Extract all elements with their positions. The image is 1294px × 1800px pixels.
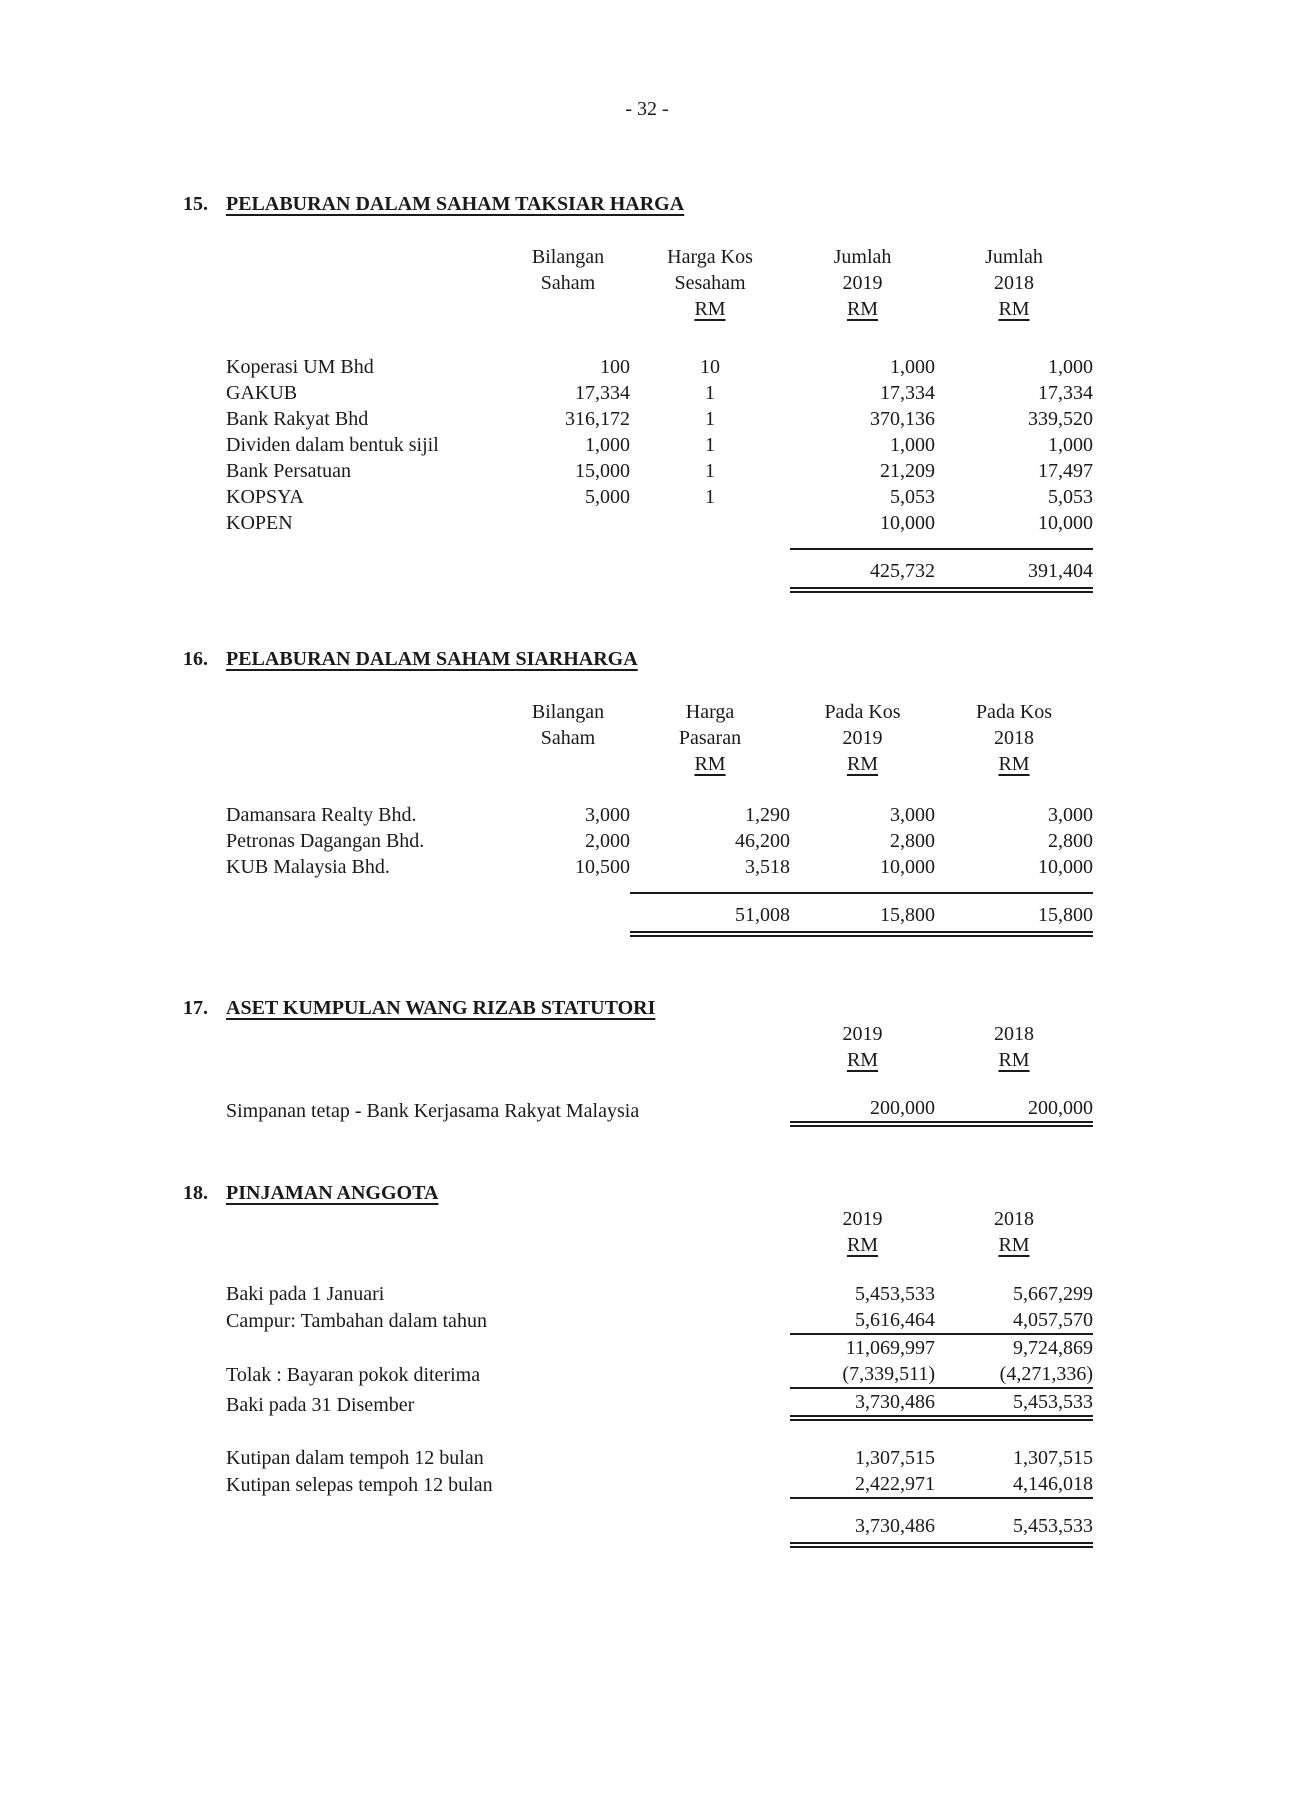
table-row	[226, 1388, 1093, 1418]
column-header	[790, 296, 935, 322]
column-header: 2018	[994, 1208, 1034, 1230]
cell-value: 10	[700, 356, 720, 378]
cell-value: 5,453,533	[855, 1283, 935, 1305]
table-row	[226, 432, 1093, 458]
cell-value: 3,730,486	[790, 1388, 935, 1418]
header-row	[226, 725, 1093, 751]
column-header	[935, 1232, 1093, 1258]
cell-value: 10,500	[575, 856, 630, 878]
column-header: 2019	[842, 1208, 883, 1230]
cell-value: 2,000	[585, 830, 630, 852]
column-header	[630, 751, 790, 777]
cell-value: 3,518	[745, 856, 790, 878]
section-number: 17.	[183, 997, 208, 1019]
total-value: 391,404	[935, 549, 1093, 590]
row-label: KOPEN	[226, 512, 293, 534]
total-value: 5,453,533	[935, 1498, 1093, 1545]
cell-value: 10,000	[1038, 856, 1093, 878]
cell-value: 17,334	[575, 382, 630, 404]
section-number: 15.	[183, 193, 208, 215]
column-header: Saham	[540, 727, 596, 749]
total-value: 3,730,486	[790, 1498, 935, 1545]
cell-value: 1	[705, 408, 715, 430]
section-15-table	[226, 244, 1093, 593]
total-value: 51,008	[630, 893, 790, 934]
cell-value: 4,146,018	[935, 1471, 1093, 1498]
row-label: Baki pada 1 Januari	[226, 1283, 385, 1305]
table-row	[226, 1095, 1093, 1124]
row-label: Kutipan selepas tempoh 12 bulan	[226, 1474, 493, 1496]
rm-label: RM	[694, 753, 726, 775]
column-header: Saham	[540, 272, 596, 294]
cell-value: 5,616,464	[790, 1307, 935, 1334]
cell-value: 11,069,997	[845, 1337, 935, 1359]
column-header: 2018	[994, 727, 1034, 749]
total-value: 15,800	[790, 893, 935, 934]
column-header: Sesaham	[674, 272, 746, 294]
cell-value: 21,209	[880, 460, 935, 482]
table-row	[226, 510, 1093, 536]
section-17-heading	[183, 995, 1294, 1021]
cell-value: 3,000	[585, 804, 630, 826]
table-row	[226, 1471, 1093, 1498]
table-row	[226, 828, 1093, 854]
column-header: Jumlah	[985, 246, 1043, 268]
header-row	[226, 270, 1093, 296]
row-label: Petronas Dagangan Bhd.	[226, 830, 425, 852]
section-number: 18.	[183, 1182, 208, 1204]
table-row	[226, 484, 1093, 510]
cell-value: 1,307,515	[855, 1447, 935, 1469]
rm-label: RM	[846, 1234, 879, 1256]
cell-value: 2,422,971	[790, 1471, 935, 1498]
table-row	[226, 854, 1093, 880]
table-row	[226, 380, 1093, 406]
cell-value: 5,053	[890, 486, 935, 508]
column-header: 2018	[994, 272, 1034, 294]
rm-label: RM	[846, 1049, 879, 1071]
table-row	[226, 1281, 1093, 1307]
column-header	[790, 751, 935, 777]
section-title: ASET KUMPULAN WANG RIZAB STATUTORI	[226, 997, 656, 1019]
cell-value: 1,000	[1048, 356, 1093, 378]
cell-value: 4,057,570	[935, 1307, 1093, 1334]
row-label: Bank Rakyat Bhd	[226, 408, 369, 430]
cell-value: 1,000	[1048, 434, 1093, 456]
table-row	[226, 1361, 1093, 1388]
header-row	[226, 1232, 1093, 1258]
total-value: 425,732	[790, 549, 935, 590]
row-label: Damansara Realty Bhd.	[226, 804, 417, 826]
column-header: Harga Kos	[667, 246, 753, 268]
header-row	[226, 296, 1093, 322]
column-header: 2019	[842, 272, 883, 294]
section-18-heading	[183, 1180, 1294, 1206]
column-header	[935, 1047, 1093, 1073]
table-row	[226, 458, 1093, 484]
column-header: Pada Kos	[824, 701, 901, 723]
row-label: Kutipan dalam tempoh 12 bulan	[226, 1447, 484, 1469]
cell-value: 200,000	[790, 1095, 935, 1124]
cell-value: 17,497	[1038, 460, 1093, 482]
column-header: Jumlah	[833, 246, 892, 268]
section-title: PELABURAN DALAM SAHAM TAKSIAR HARGA	[226, 193, 685, 215]
section-number: 16.	[183, 648, 208, 670]
cell-value: 5,667,299	[1013, 1283, 1093, 1305]
total-row	[226, 893, 1093, 934]
rm-label: RM	[998, 753, 1030, 775]
row-label: Baki pada 31 Disember	[226, 1394, 415, 1416]
page-number: - 32 -	[625, 98, 669, 120]
cell-value: 200,000	[935, 1095, 1093, 1124]
cell-value: 1	[705, 382, 715, 404]
header-row	[226, 699, 1093, 725]
column-header: 2019	[842, 1023, 883, 1045]
cell-value: 5,053	[1048, 486, 1093, 508]
column-header: Pasaran	[678, 727, 742, 749]
cell-value: 1,000	[890, 356, 935, 378]
rm-label: RM	[998, 1049, 1030, 1071]
rm-label: RM	[694, 298, 726, 320]
header-row	[226, 244, 1093, 270]
rm-label: RM	[846, 753, 879, 775]
column-header: Bilangan	[531, 246, 605, 268]
cell-value: 1,000	[890, 434, 935, 456]
column-header	[630, 296, 790, 322]
cell-value: 46,200	[735, 830, 790, 852]
cell-value: 1,290	[745, 804, 790, 826]
section-17-table	[226, 1021, 1093, 1127]
section-title: PELABURAN DALAM SAHAM SIARHARGA	[226, 648, 638, 670]
cell-value: 1	[705, 460, 715, 482]
table-row	[226, 1334, 1093, 1361]
cell-value: 17,334	[880, 382, 935, 404]
cell-value: 3,000	[1048, 804, 1093, 826]
cell-value: 17,334	[1038, 382, 1093, 404]
section-15-heading	[183, 191, 1294, 217]
column-header	[935, 296, 1093, 322]
column-header	[935, 751, 1093, 777]
cell-value: 1	[705, 486, 715, 508]
header-row	[226, 1206, 1093, 1232]
table-row	[226, 354, 1093, 380]
cell-value	[506, 510, 630, 536]
row-label: KUB Malaysia Bhd.	[226, 856, 390, 878]
table-row	[226, 406, 1093, 432]
row-label: Tolak : Bayaran pokok diterima	[226, 1364, 481, 1386]
header-row	[226, 751, 1093, 777]
row-label: GAKUB	[226, 382, 298, 404]
row-label	[226, 1334, 790, 1361]
cell-value: 339,520	[1028, 408, 1093, 430]
rm-label: RM	[846, 298, 879, 320]
column-header: Bilangan	[531, 701, 605, 723]
rm-label: RM	[998, 1234, 1030, 1256]
column-header	[790, 1232, 935, 1258]
header-row	[226, 1021, 1093, 1047]
cell-value: (7,339,511)	[790, 1361, 935, 1388]
section-16-table	[226, 699, 1093, 937]
cell-value	[630, 510, 790, 536]
cell-value: 10,000	[880, 856, 935, 878]
cell-value: 1,307,515	[1013, 1447, 1093, 1469]
row-label: Bank Persatuan	[226, 460, 351, 482]
column-header: Harga	[685, 701, 735, 723]
cell-value: 370,136	[870, 408, 935, 430]
cell-value: 5,453,533	[935, 1388, 1093, 1418]
total-row	[226, 1498, 1093, 1545]
cell-value: 3,000	[890, 804, 935, 826]
cell-value: 2,800	[890, 830, 935, 852]
section-18-table	[226, 1206, 1093, 1548]
column-header	[790, 1047, 935, 1073]
cell-value: 5,000	[585, 486, 630, 508]
row-label: Koperasi UM Bhd	[226, 356, 374, 378]
row-label: Simpanan tetap - Bank Kerjasama Rakyat Malaysia	[226, 1100, 640, 1122]
cell-value: 9,724,869	[1013, 1337, 1093, 1359]
column-header: Pada Kos	[975, 701, 1053, 723]
cell-value: (4,271,336)	[935, 1361, 1093, 1388]
cell-value: 100	[600, 356, 630, 378]
total-value: 15,800	[935, 893, 1093, 934]
row-label: Dividen dalam bentuk sijil	[226, 434, 439, 456]
cell-value: 1	[705, 434, 715, 456]
cell-value: 316,172	[565, 408, 630, 430]
cell-value: 10,000	[880, 512, 935, 534]
rm-label: RM	[998, 298, 1030, 320]
cell-value: 1,000	[585, 434, 630, 456]
cell-value: 2,800	[1048, 830, 1093, 852]
section-title: PINJAMAN ANGGOTA	[226, 1182, 439, 1204]
section-16-heading	[183, 646, 1294, 672]
cell-value: 15,000	[575, 460, 630, 482]
row-label: KOPSYA	[226, 486, 304, 508]
table-row	[226, 1445, 1093, 1471]
header-row	[226, 1047, 1093, 1073]
table-row	[226, 802, 1093, 828]
total-row	[226, 549, 1093, 590]
row-label: Campur: Tambahan dalam tahun	[226, 1310, 487, 1332]
column-header: 2019	[842, 727, 883, 749]
column-header: 2018	[994, 1023, 1034, 1045]
cell-value: 10,000	[1038, 512, 1093, 534]
table-row	[226, 1307, 1093, 1334]
